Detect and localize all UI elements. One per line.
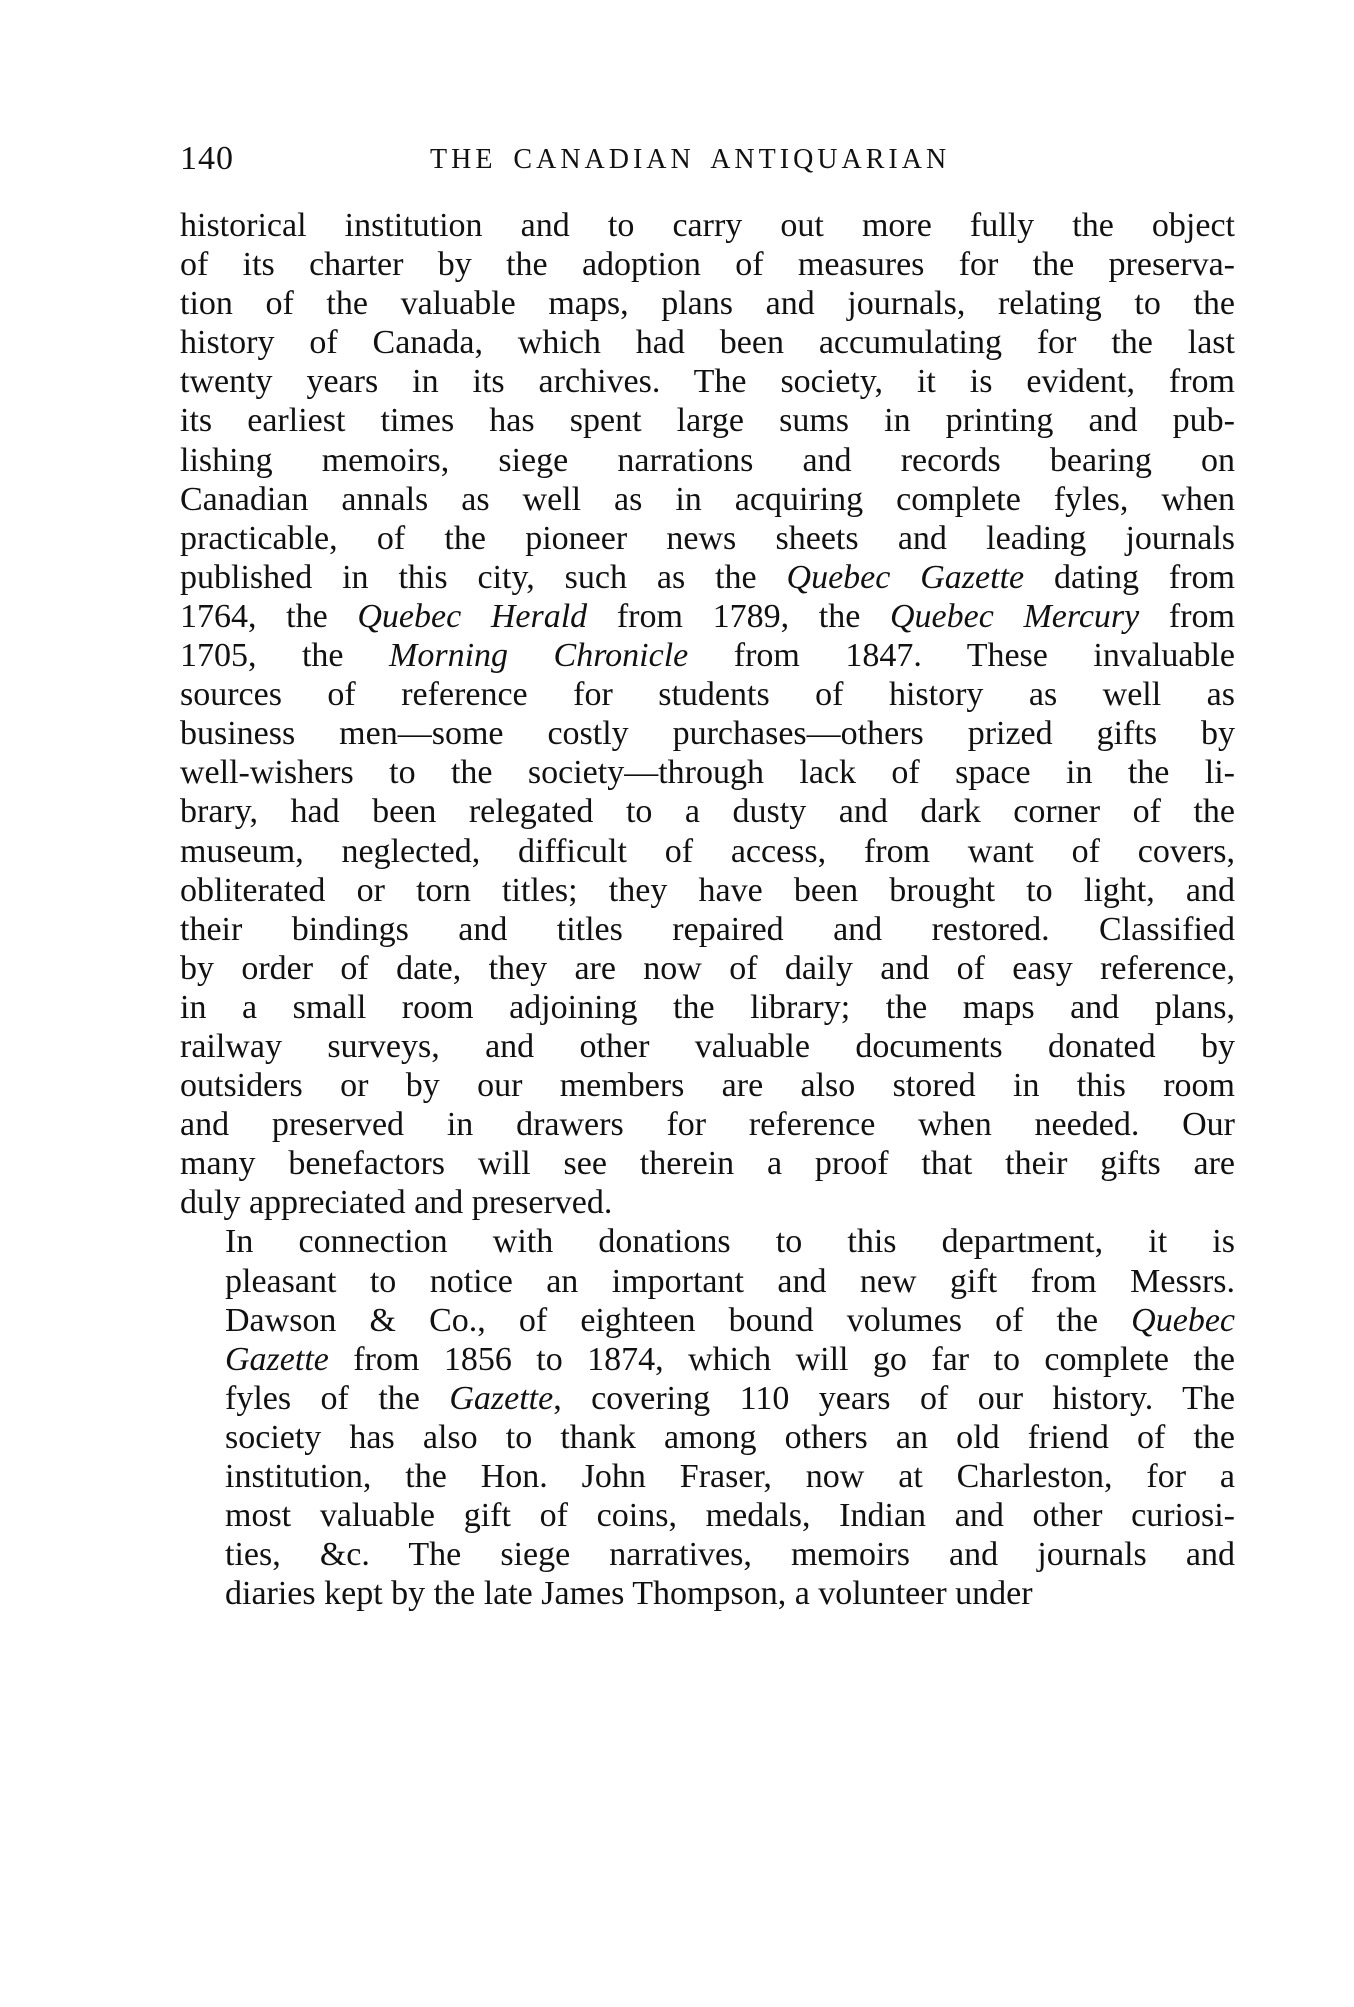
text-line (180, 1105, 1235, 1144)
text-fragment: from 1789, the (587, 597, 890, 635)
text-fragment: most valuable gift of coins, medals, Indian and other curiosi- (225, 1497, 1235, 1535)
text-line (180, 1183, 1235, 1222)
text-line (180, 1027, 1235, 1066)
text-line (180, 714, 1235, 753)
italic-title: Quebec Herald (357, 597, 588, 635)
text-line (180, 1574, 1235, 1613)
text-line (180, 636, 1235, 675)
text-line (180, 988, 1235, 1027)
text-line (180, 1144, 1235, 1183)
text-fragment: practicable, of the pioneer news sheets and leading journals (180, 519, 1235, 557)
text-fragment: from 1856 to 1874, which will go far to complete the (328, 1340, 1235, 1378)
italic-title: Gazette (449, 1379, 554, 1417)
text-fragment: institution, the Hon. John Fraser, now at Charleston, for a (225, 1458, 1235, 1495)
text-fragment: museum, neglected, difficult of access, from want of covers, (180, 832, 1235, 870)
text-line (180, 441, 1235, 480)
running-title: THE CANADIAN ANTIQUARIAN (430, 144, 951, 175)
text-fragment: outsiders or by our members are also stored in this room (180, 1067, 1235, 1105)
text-line (180, 871, 1235, 910)
text-fragment: history of Canada, which had been accumulating for the last (180, 324, 1235, 362)
text-fragment: by order of date, they are now of daily and of easy reference, (180, 949, 1235, 987)
text-fragment: , covering 110 years of our history. The (553, 1379, 1235, 1417)
text-fragment: society has also to thank among others an old friend of the (225, 1418, 1235, 1456)
text-line (180, 753, 1235, 792)
text-line (180, 362, 1235, 401)
text-fragment: pleasant to notice an important and new gift from Messrs. (225, 1262, 1235, 1300)
text-fragment: ties, &c. The siege narratives, memoirs and journals and (225, 1536, 1235, 1574)
text-line (180, 1340, 1235, 1379)
text-fragment: from 1847. These invaluable (688, 637, 1235, 675)
text-fragment: fyles of the (225, 1379, 450, 1417)
italic-title: Quebec Gazette (786, 558, 1025, 596)
text-fragment: 1764, the (180, 597, 358, 635)
text-fragment: many benefactors will see therein a proof that their gifts are (180, 1145, 1235, 1183)
italic-title: Quebec Mercury (889, 597, 1140, 635)
italic-title: Morning Chronicle (389, 637, 689, 675)
body-text (180, 206, 1235, 1613)
text-line (180, 480, 1235, 519)
text-fragment: brary, had been relegated to a dusty and dark corner of the (180, 793, 1235, 831)
text-line (180, 1301, 1235, 1340)
text-line (180, 792, 1235, 831)
paragraph (180, 206, 1235, 1222)
text-line (180, 949, 1235, 988)
text-line (180, 832, 1235, 871)
text-fragment: lishing memoirs, siege narrations and records bearing on (180, 441, 1235, 479)
text-fragment: tion of the valuable maps, plans and journals, relating to the (180, 285, 1235, 323)
italic-title: Quebec (1131, 1301, 1235, 1339)
text-line (180, 558, 1235, 597)
text-line (180, 519, 1235, 558)
text-fragment: dating from (1024, 558, 1235, 596)
text-line (180, 1496, 1235, 1535)
text-fragment: its earliest times has spent large sums in printing and pub- (180, 402, 1235, 440)
italic-title: Gazette (225, 1340, 329, 1378)
text-fragment: in a small room adjoining the library; the maps and plans, (180, 988, 1235, 1026)
text-fragment: twenty years in its archives. The society, it is evident, from (180, 363, 1235, 401)
text-fragment: published in this city, such as the (180, 558, 787, 596)
text-line (180, 1535, 1235, 1574)
text-line (180, 1066, 1235, 1105)
text-line (180, 1222, 1235, 1261)
text-fragment: sources of reference for students of history as well as (180, 676, 1235, 714)
text-fragment: historical institution and to carry out more fully the object (180, 207, 1235, 244)
text-line (180, 206, 1235, 245)
text-fragment: Dawson & Co., of eighteen bound volumes of the (225, 1301, 1132, 1339)
text-fragment: from (1139, 597, 1236, 635)
text-fragment: obliterated or torn titles; they have been brought to light, and (180, 871, 1235, 909)
text-line (180, 323, 1235, 362)
text-line (180, 675, 1235, 714)
text-line (180, 910, 1235, 949)
text-fragment: railway surveys, and other valuable documents donated by (180, 1027, 1235, 1065)
text-line (180, 1379, 1235, 1418)
text-fragment: 1705, the (180, 637, 390, 675)
text-fragment: their bindings and titles repaired and restored. Classified (180, 910, 1235, 948)
paragraph (180, 1222, 1235, 1613)
text-fragment: Canadian annals as well as in acquiring complete fyles, when (180, 480, 1235, 518)
text-line (180, 1457, 1235, 1496)
text-fragment: In connection with donations to this department, it is (225, 1223, 1235, 1261)
text-fragment: business men—some costly purchases—others prized gifts by (180, 715, 1235, 753)
text-line (180, 284, 1235, 323)
page-number: 140 (180, 140, 234, 177)
text-line (180, 1418, 1235, 1457)
text-line (180, 401, 1235, 440)
text-fragment: and preserved in drawers for reference when needed. Our (180, 1106, 1235, 1144)
text-fragment: of its charter by the adoption of measures for the preserva- (180, 246, 1235, 284)
text-line (180, 1262, 1235, 1301)
running-head (180, 140, 1235, 200)
text-fragment: duly appreciated and preserved. (180, 1184, 613, 1222)
text-line (180, 245, 1235, 284)
text-fragment: well-wishers to the society—through lack of space in the li- (180, 754, 1235, 792)
text-line (180, 597, 1235, 636)
text-fragment: diaries kept by the late James Thompson, a volunteer under (225, 1575, 1033, 1613)
